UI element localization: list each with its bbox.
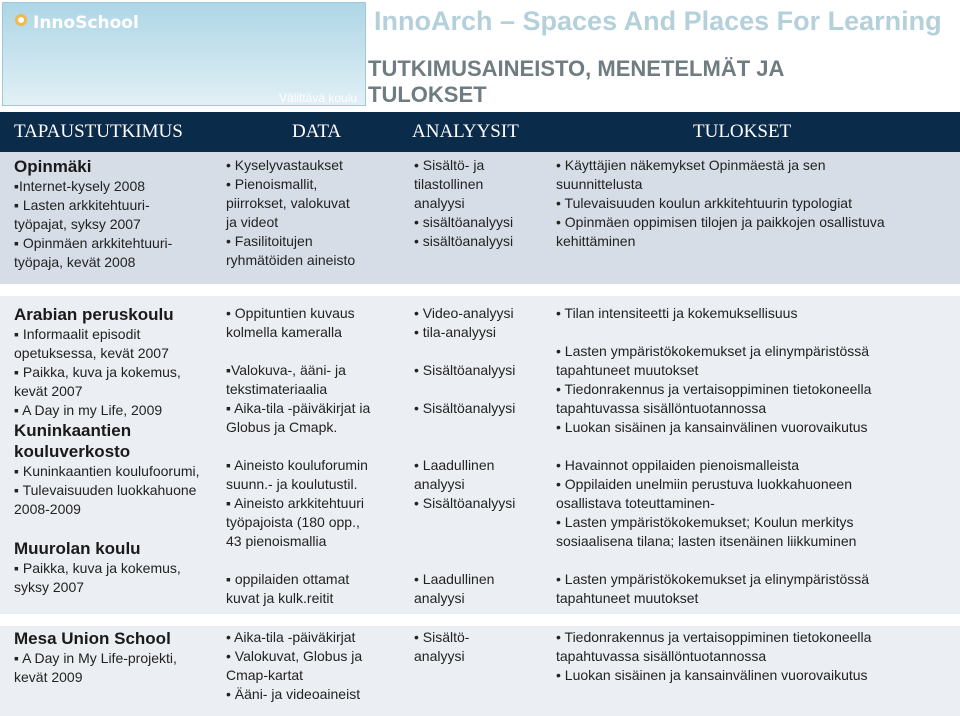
cell-line: ▪Valokuva-, ääni- ja (226, 362, 346, 378)
cell-line (14, 519, 224, 538)
cell-analysis-row-0 (414, 156, 538, 251)
cell-case-row-1 (14, 304, 224, 597)
cell-line: kuvat ja kulk.reitit (226, 590, 334, 606)
cell-line: tapahtuneet muutokset (556, 590, 699, 606)
cell-line: • Lasten ympäristökokemukset ja elinympäristössä (556, 571, 870, 587)
cell-line: syksy 2007 (14, 579, 85, 595)
cell-line (556, 323, 954, 342)
cell-heading: Opinmäki (14, 157, 92, 176)
cell-line (414, 513, 538, 532)
column-header-bar (0, 112, 960, 152)
cell-data-row-0 (226, 156, 410, 270)
cell-results-row-2 (556, 628, 954, 685)
cell-line: • Oppilaiden unelmiin perustuva luokkahuoneen (556, 476, 852, 492)
cell-heading: Muurolan koulu (14, 539, 141, 558)
cell-line: • Luokan sisäinen ja kansainvälinen vuorovaikutus (556, 667, 868, 683)
col-header-case: TAPAUSTUTKIMUS (14, 121, 183, 142)
cell-line (414, 437, 538, 456)
cell-line (414, 418, 538, 437)
cell-line: sosiaalisena tilana; lasten itsenäinen liikkuminen (556, 533, 857, 549)
cell-line: • Lasten ympäristökokemukset ja elinympäristössä (556, 343, 870, 359)
page-title: InnoArch – Spaces And Places For Learning (374, 6, 942, 36)
cell-line: kolmella kameralla (226, 324, 342, 340)
cell-line: tapahtuvassa sisällöntuotannossa (556, 648, 767, 664)
row-divider (0, 284, 960, 296)
cell-line: • Käyttäjien näkemykset Opinmäestä ja sen (556, 157, 826, 173)
cell-line: • Sisältöanalyysi (414, 362, 516, 378)
cell-heading: kouluverkosto (14, 442, 131, 461)
cell-line: ▪ Kuninkaantien koulufoorumi, (14, 463, 200, 479)
cell-line: ▪ A Day in My Life-projekti, (14, 650, 177, 666)
cell-heading: Arabian peruskoulu (14, 305, 174, 324)
logo-tagline: Välittävä koulu (279, 91, 358, 105)
cell-line: analyysi (414, 590, 465, 606)
cell-line: ▪ oppilaiden ottamat (226, 571, 350, 587)
cell-line: • Tiedonrakennus ja vertaisoppiminen tietokoneella (556, 629, 872, 645)
cell-line (414, 380, 538, 399)
cell-line: • Luokan sisäinen ja kansainvälinen vuorovaikutus (556, 419, 868, 435)
cell-line: ▪ Aika-tila -päiväkirjat ia (226, 400, 371, 416)
cell-line: • Valokuvat, Globus ja (226, 648, 363, 664)
cell-line: 2008-2009 (14, 501, 81, 517)
cell-line (414, 532, 538, 551)
cell-line: analyysi (414, 648, 465, 664)
cell-line: analyysi (414, 476, 465, 492)
cell-line: ▪ Aineisto kouluforumin (226, 457, 368, 473)
cell-line: ryhmätöiden aineisto (226, 252, 356, 268)
cell-results-row-1 (556, 304, 954, 608)
cell-case-row-2 (14, 628, 224, 687)
cell-line: 43 pienoismallia (226, 533, 327, 549)
cell-heading: Kuninkaantien (14, 421, 132, 440)
innoschool-logo (2, 2, 366, 106)
cell-analysis-row-2 (414, 628, 538, 666)
cell-line (414, 551, 538, 570)
cell-line: opetuksessa, kevät 2007 (14, 345, 169, 361)
cell-line (556, 437, 954, 456)
cell-line: • Sisältö- ja (414, 157, 485, 173)
cell-line: tilastollinen (414, 176, 484, 192)
cell-line (414, 342, 538, 361)
subtitle-line-2: TULOKSET (368, 82, 487, 107)
cell-line: • Oppituntien kuvaus (226, 305, 355, 321)
cell-line: • Sisältö- (414, 629, 470, 645)
cell-line: analyysi (414, 195, 465, 211)
cell-line: • Pienoismallit, (226, 176, 318, 192)
cell-line: kevät 2007 (14, 383, 83, 399)
cell-line: • Tilan intensiteetti ja kokemuksellisuus (556, 305, 798, 321)
cell-line: • Tulevaisuuden koulun arkkitehtuurin typologiat (556, 195, 852, 211)
subtitle-line-1: TUTKIMUSAINEISTO, MENETELMÄT JA (368, 56, 785, 81)
cell-line: suunn.- ja koulutustil. (226, 476, 358, 492)
cell-line: • Video-analyysi (414, 305, 514, 321)
cell-line: • Lasten ympäristökokemukset; Koulun merkitys (556, 514, 854, 530)
cell-data-row-1 (226, 304, 410, 608)
cell-line (226, 342, 410, 361)
cell-line: piirrokset, valokuvat (226, 195, 350, 211)
cell-line: ▪ A Day in my Life, 2009 (14, 402, 163, 418)
cell-results-row-0 (556, 156, 954, 251)
cell-line: ▪ Paikka, kuva ja kokemus, (14, 560, 181, 576)
row-divider (0, 614, 960, 626)
cell-line: Cmap-kartat (226, 667, 304, 683)
sun-logo-icon (11, 11, 31, 29)
cell-line: kehittäminen (556, 233, 636, 249)
cell-line: ▪Internet-kysely 2008 (14, 178, 146, 194)
cell-line: • Laadullinen (414, 571, 495, 587)
cell-line: • Laadullinen (414, 457, 495, 473)
cell-line: • Kyselyvastaukset (226, 157, 343, 173)
cell-line: • Tiedonrakennus ja vertaisoppiminen tietokoneella (556, 381, 872, 397)
cell-line: • Fasilitoitujen (226, 233, 313, 249)
header (0, 0, 960, 112)
cell-line: • Aika-tila -päiväkirjat (226, 629, 356, 645)
cell-line: ▪ Aineisto arkkitehtuuri (226, 495, 365, 511)
cell-line: työpaja, kevät 2008 (14, 254, 136, 270)
cell-line: ▪ Informaalit episodit (14, 326, 141, 342)
cell-line: • sisältöanalyysi (414, 214, 514, 230)
cell-line: • Sisältöanalyysi (414, 495, 516, 511)
cell-line: ja videot (226, 214, 279, 230)
cell-heading: Mesa Union School (14, 629, 171, 648)
cell-analysis-row-1 (414, 304, 538, 608)
cell-line: • Sisältöanalyysi (414, 400, 516, 416)
cell-line: työpajoista (180 opp., (226, 514, 360, 530)
col-header-analysis: ANALYYSIT (412, 121, 519, 142)
cell-line: tapahtuvassa sisällöntuotannossa (556, 400, 767, 416)
page-subtitle (368, 56, 838, 108)
cell-line: osallistava toteuttaminen- (556, 495, 715, 511)
col-header-results: TULOKSET (693, 121, 792, 142)
cell-line: • Opinmäen oppimisen tilojen ja paikkojen osallistuva (556, 214, 885, 230)
cell-line: • Havainnot oppilaiden pienoismalleista (556, 457, 800, 473)
cell-line (226, 437, 410, 456)
cell-line: • tila-analyysi (414, 324, 496, 340)
cell-line: tekstimateriaalia (226, 381, 328, 397)
cell-line: kevät 2009 (14, 669, 83, 685)
cell-line: • Ääni- ja videoaineist (226, 686, 361, 702)
cell-line: ▪ Lasten arkkitehtuuri- (14, 197, 150, 213)
logo-text: InnoSchool (33, 13, 139, 33)
cell-line: tapahtuneet muutokset (556, 362, 699, 378)
cell-line: ▪ Tulevaisuuden luokkahuone (14, 482, 197, 498)
col-header-data: DATA (292, 121, 342, 142)
cell-line: ▪ Opinmäen arkkitehtuuri- (14, 235, 173, 251)
cell-line: työpajat, syksy 2007 (14, 216, 141, 232)
cell-line (226, 551, 410, 570)
cell-case-row-0 (14, 156, 224, 272)
cell-line: suunnittelusta (556, 176, 643, 192)
cell-line: • sisältöanalyysi (414, 233, 514, 249)
cell-line: Globus ja Cmapk. (226, 419, 338, 435)
cell-line: ▪ Paikka, kuva ja kokemus, (14, 364, 181, 380)
cell-line (556, 551, 954, 570)
cell-data-row-2 (226, 628, 410, 704)
